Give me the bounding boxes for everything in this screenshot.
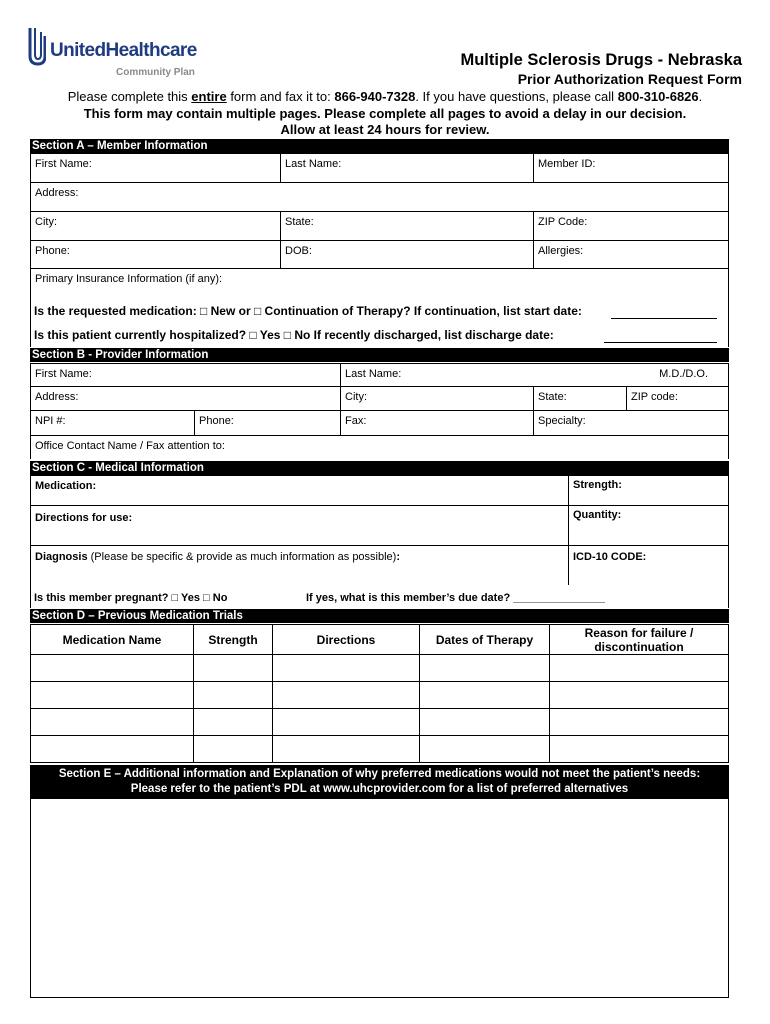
section-a-left-border [30, 297, 31, 347]
table-row-3-directions[interactable] [272, 708, 419, 735]
uhc-shield-icon [26, 26, 46, 66]
pregnant-question[interactable]: Is this member pregnant? □ Yes □ No [34, 592, 228, 604]
table-row-2-reason[interactable] [549, 681, 729, 708]
table-row-3-reason[interactable] [549, 708, 729, 735]
member-last-name-field[interactable]: Last Name: [280, 153, 533, 182]
table-row-4-dates[interactable] [419, 735, 549, 763]
member-city-field[interactable]: City: [30, 211, 280, 240]
member-address-field[interactable]: Address: [30, 182, 729, 211]
table-row-4-medication[interactable] [30, 735, 193, 763]
member-id-field[interactable]: Member ID: [533, 153, 729, 182]
form-title: Multiple Sclerosis Drugs - Nebraska [460, 51, 742, 69]
col-header-directions: Directions [272, 624, 419, 654]
section-e-header [30, 765, 729, 799]
form-subtitle: Prior Authorization Request Form [517, 71, 742, 87]
instructions-line-1: Please complete this entire form and fax it to: 866-940-7328. If you have questions, please call 800-310-6826. [67, 89, 703, 104]
table-row-1-dates[interactable] [419, 654, 549, 681]
icd10-code-field[interactable]: ICD-10 CODE: [568, 545, 729, 585]
table-row-3-strength[interactable] [193, 708, 272, 735]
member-phone-field[interactable]: Phone: [30, 240, 280, 268]
provider-last-name-field[interactable]: Last Name: M.D./D.O. [340, 363, 729, 386]
col-header-medication-name: Medication Name [30, 624, 193, 654]
table-row-3-dates[interactable] [419, 708, 549, 735]
hospitalized-question[interactable]: Is this patient currently hospitalized? □ Yes □ No If recently discharged, list discharge date: [34, 328, 554, 342]
section-d-header: Section D – Previous Medication Trials [30, 609, 729, 623]
specialty-field[interactable]: Specialty: [533, 410, 729, 435]
md-do-label: M.D./D.O. [659, 368, 708, 380]
col-header-reason-for-failure: Reason for failure / discontinuation [549, 624, 729, 654]
npi-field[interactable]: NPI #: [30, 410, 194, 435]
section-e-title: Section E – Additional information and Explanation of why preferred medications would not meet the patient’s needs: [58, 768, 701, 780]
section-c-right-border [728, 585, 729, 608]
section-c-left-border [30, 585, 31, 608]
member-state-field[interactable]: State: [280, 211, 533, 240]
table-row-4-directions[interactable] [272, 735, 419, 763]
primary-insurance-field[interactable]: Primary Insurance Information (if any): [30, 268, 729, 297]
brand-subtitle: Community Plan [116, 67, 195, 78]
section-a-header: Section A – Member Information [30, 139, 729, 153]
table-row-1-directions[interactable] [272, 654, 419, 681]
table-row-1-strength[interactable] [193, 654, 272, 681]
start-date-line[interactable] [611, 318, 717, 319]
provider-phone-field[interactable]: Phone: [194, 410, 340, 435]
provider-first-name-field[interactable]: First Name: [30, 363, 340, 386]
section-c-header: Section C - Medical Information [30, 461, 729, 475]
table-row-2-strength[interactable] [193, 681, 272, 708]
member-first-name-field[interactable]: First Name: [30, 153, 280, 182]
provider-address-field[interactable]: Address: [30, 386, 340, 410]
due-date-question[interactable]: If yes, what is this member’s due date? _______________ [306, 592, 605, 604]
table-row-2-dates[interactable] [419, 681, 549, 708]
brand-name: UnitedHealthcare [50, 40, 197, 61]
section-a-right-border [728, 297, 729, 347]
strength-field[interactable]: Strength: [568, 475, 729, 505]
section-b-header: Section B - Provider Information [30, 348, 729, 362]
office-contact-field[interactable]: Office Contact Name / Fax attention to: [30, 435, 729, 459]
provider-state-field[interactable]: State: [533, 386, 626, 410]
diagnosis-field[interactable]: Diagnosis (Please be specific & provide as much information as possible): [30, 545, 568, 585]
instructions-line-3: Allow at least 24 hours for review. [280, 122, 490, 137]
provider-zip-field[interactable]: ZIP code: [626, 386, 729, 410]
discharge-date-line[interactable] [604, 342, 717, 343]
directions-field[interactable]: Directions for use: [30, 505, 568, 545]
instructions-line-2: This form may contain multiple pages. Please complete all pages to avoid a delay in our decision. [83, 106, 687, 121]
unitedhealthcare-logo [26, 26, 226, 82]
additional-information-box[interactable] [30, 798, 729, 998]
table-row-1-medication[interactable] [30, 654, 193, 681]
phone-number: 800-310-6826 [617, 89, 699, 104]
member-allergies-field[interactable]: Allergies: [533, 240, 729, 268]
table-row-2-directions[interactable] [272, 681, 419, 708]
member-dob-field[interactable]: DOB: [280, 240, 533, 268]
table-row-4-reason[interactable] [549, 735, 729, 763]
table-row-4-strength[interactable] [193, 735, 272, 763]
member-zip-field[interactable]: ZIP Code: [533, 211, 729, 240]
table-row-3-medication[interactable] [30, 708, 193, 735]
section-e-note: Please refer to the patient’s PDL at www.uhcprovider.com for a list of preferred alternatives [130, 783, 629, 795]
medication-status-question[interactable]: Is the requested medication: □ New or □ Continuation of Therapy? If continuation, list start date: [34, 304, 582, 318]
quantity-field[interactable]: Quantity: [568, 505, 729, 545]
table-row-1-reason[interactable] [549, 654, 729, 681]
fax-number: 866-940-7328 [334, 89, 416, 104]
provider-city-field[interactable]: City: [340, 386, 533, 410]
col-header-strength: Strength [193, 624, 272, 654]
medication-field[interactable]: Medication: [30, 475, 568, 505]
table-row-2-medication[interactable] [30, 681, 193, 708]
provider-fax-field[interactable]: Fax: [340, 410, 533, 435]
col-header-dates-of-therapy: Dates of Therapy [419, 624, 549, 654]
